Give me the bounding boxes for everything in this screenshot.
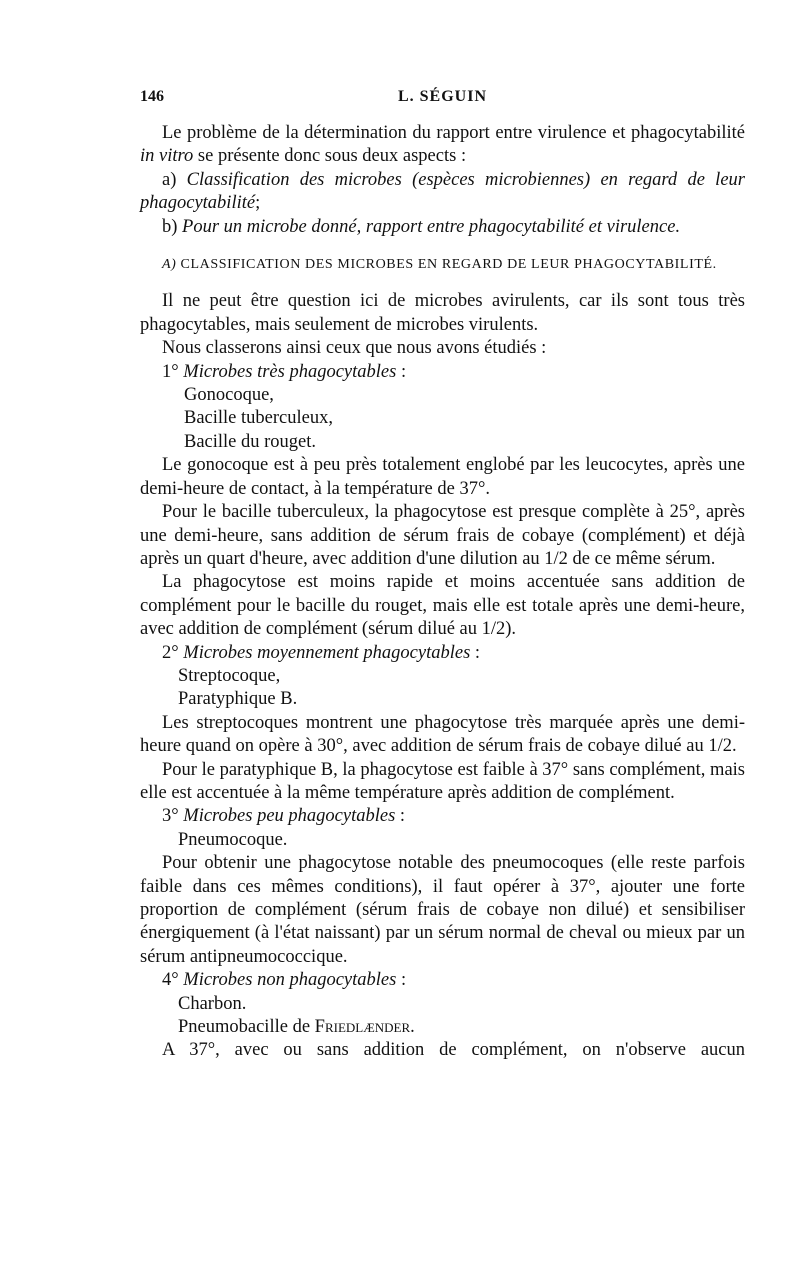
section-title: A) CLASSIFICATION DES MICROBES EN REGARD DE LEUR PHAGOCYTABILITÉ.	[162, 257, 717, 273]
list-item: Paratyphique B.	[178, 689, 298, 710]
in-vitro-term: in vitro	[140, 146, 194, 167]
list-item: Pneumobacille de Friedlænder.	[178, 1017, 415, 1038]
aspect-a: a) Classification des microbes (espèces microbiennes) en regard de leur phagocytabilité;	[140, 169, 745, 214]
paragraph-bacille-rouget: La phagocytose est moins rapide et moins accentuée sans addition de complément pour le bacille du rouget, mais elle est totale après une demi-heure, avec addition de complément (sérum dilué au 1/2).	[140, 572, 745, 640]
paragraph-final: A 37°, avec ou sans addition de complément, on n'observe aucun	[162, 1040, 745, 1061]
document-page	[140, 88, 745, 1063]
list-item: Bacille du rouget.	[184, 431, 317, 452]
list-item: Charbon.	[178, 993, 247, 1014]
paragraph-pneumocoques: Pour obtenir une phagocytose notable des pneumocoques (elle reste parfois faible dans ces mêmes conditions), il faut opérer à 37°, ajouter une forte proportion de complément (sérum frais de cobaye non dilué) et sensibiliser énergiquement (à l'état naissant) par un sérum normal de cheval ou mieux par un sérum antipneumococcique.	[140, 853, 745, 967]
list-item: Streptocoque,	[178, 665, 281, 686]
category-1-heading: 1° Microbes très phagocytables :	[162, 361, 407, 382]
paragraph-bacille-tuberculeux: Pour le bacille tuberculeux, la phagocytose est presque complète à 25°, après une demi-heure, sans addition de sérum frais de cobaye (complément) et déjà après un quart d'heure, avec addition d'une dilution au 1/2 de ce même sérum.	[140, 502, 745, 569]
list-item: Bacille tuberculeux,	[184, 408, 333, 429]
paragraph-paratyphique: Pour le paratyphique B, la phagocytose est faible à 37° sans complément, mais elle est accentuée à la même température après addition de complément.	[140, 759, 745, 803]
paragraph-classification-intro: Nous classerons ainsi ceux que nous avons étudiés :	[162, 338, 547, 359]
category-3-heading: 3° Microbes peu phagocytables :	[162, 806, 406, 827]
page-header	[140, 88, 745, 114]
author-name: Friedlænder.	[314, 1017, 415, 1038]
paragraph-gonocoque: Le gonocoque est à peu près totalement englobé par les leucocytes, après une demi-heure de contact, à la température de 37°.	[140, 455, 745, 499]
category-4-heading: 4° Microbes non phagocytables :	[162, 970, 407, 991]
category-2-heading: 2° Microbes moyennement phagocytables :	[162, 642, 481, 663]
page-number: 146	[140, 88, 164, 105]
intro-paragraph: Le problème de la détermination du rapport entre virulence et phagocytabilité in vitro se présente donc sous deux aspects :	[140, 123, 745, 167]
aspect-b: b) Pour un microbe donné, rapport entre phagocytabilité et virulence.	[162, 216, 681, 237]
paragraph-avirulents: Il ne peut être question ici de microbes avirulents, car ils sont tous très phagocytables, mais seulement de microbes virulents.	[140, 291, 745, 335]
body-text	[140, 122, 745, 1063]
paragraph-streptocoques: Les streptocoques montrent une phagocytose très marquée après une demi-heure quand on opère à 30°, avec addition de sérum frais de cobaye dilué au 1/2.	[140, 712, 745, 757]
running-head: L. SÉGUIN	[397, 88, 488, 105]
list-item: Pneumocoque.	[178, 829, 288, 850]
list-item: Gonocoque,	[184, 385, 274, 406]
